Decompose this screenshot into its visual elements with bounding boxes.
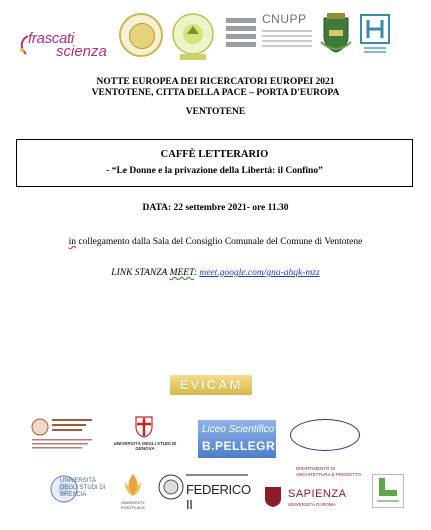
university-postplace-logo [118, 472, 148, 512]
frascati-logo-line1: frascati [28, 30, 74, 47]
event-heading-line1: NOTTE EUROPEA DEI RICERCATORI EUROPEI 2021 [96, 77, 335, 87]
genova-logo [112, 416, 178, 452]
event-heading-line2: VENTOTENE, CITTA DELLA PACE – PORTA D'EUROPA [91, 88, 340, 98]
dipartimento-logo: DIPARTIMENTO DI ARCHITETTURA E PROGETTO [296, 466, 362, 477]
universita-moro-logo [30, 415, 96, 451]
connection-rest: collegamento dalla Sala del Consiglio Comunale del Comune di Ventotene [76, 237, 363, 247]
box-subtitle: - “Le Donne e la privazione della Libertà: il Confino” [106, 166, 323, 176]
ventotene-logo [360, 14, 390, 58]
evicam-logo [170, 375, 252, 395]
sapienza-logo-text: SAPIENZA [288, 488, 347, 500]
genova-crest-icon [135, 416, 153, 438]
green-mark-icon [373, 475, 403, 507]
title-box [16, 139, 413, 187]
cnupp-logo-text: CNUPP [262, 12, 307, 26]
link-label-b: MEET [169, 268, 194, 278]
brescia-logo-text: UNIVERSITÀ DEGLI STUDI DI BRESCIA [60, 478, 106, 498]
connection-line [0, 237, 431, 247]
green-institute-logo [372, 474, 404, 508]
genova-logo-text: UNIVERSITÀ DEGLI STUDI DI GENOVA [113, 441, 177, 451]
anacapri-seal-logo [170, 12, 216, 62]
meet-link-line [0, 268, 431, 278]
link-label-a: LINK STANZA [111, 268, 170, 278]
sapienza-logo [264, 486, 364, 514]
evicam-logo-text: EVICAM [179, 377, 243, 392]
seal-logo [119, 13, 163, 57]
link-label-c: : [193, 268, 200, 278]
unipol-logo-text: UNIVERSITY POSTPLACE [120, 500, 145, 510]
oval-institute-logo [290, 419, 360, 451]
liceo-logo [198, 420, 298, 458]
event-heading [0, 77, 431, 99]
liceo-logo-line1: Liceo Scientifico [202, 424, 275, 435]
meet-link[interactable]: meet.google.com/gna-ahqk-mzz [199, 268, 320, 278]
seal-sun-icon [129, 23, 155, 49]
federico-ii-logo [158, 474, 251, 512]
municipality-crest-logo [319, 12, 353, 54]
cnupp-logo [224, 12, 312, 58]
sapienza-logo-subtext: UNIVERSITÀ DI ROMA [288, 502, 336, 507]
liceo-logo-line2: B.PELLEGRINA [202, 439, 298, 453]
connection-prefix: in [68, 237, 77, 247]
flame-icon [118, 472, 148, 498]
frascati-scienza-logo [18, 28, 113, 60]
frascati-logo-line2: scienza [56, 43, 107, 60]
box-title: CAFFÈ LETTERARIO [160, 149, 269, 160]
federico-logo-text: FEDERICO II [186, 482, 251, 512]
federico-seal-icon [158, 474, 184, 500]
date-line: DATA: 22 settembre 2021- ore 11.30 [142, 203, 289, 213]
sapienza-seal-icon [264, 486, 282, 508]
event-place: VENTOTENE [185, 107, 246, 117]
